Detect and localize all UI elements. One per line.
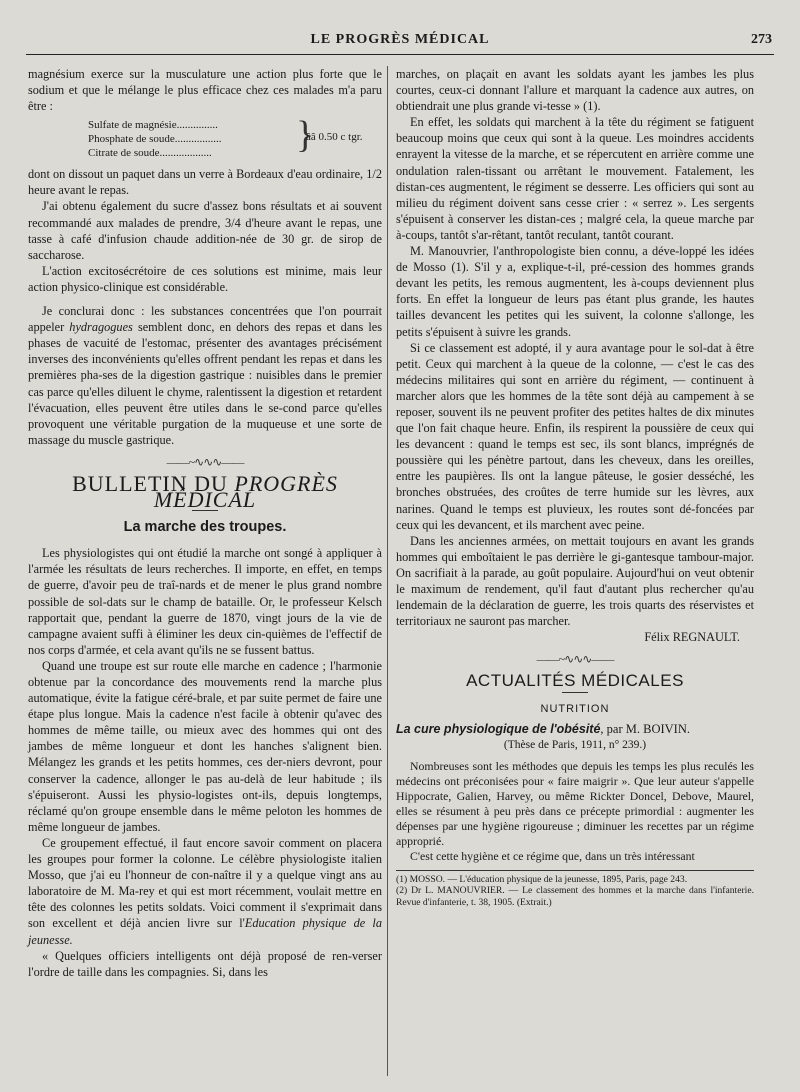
- text-span: Je conclurai donc : les substances concentrées que l'on pourrait appeler: [28, 304, 382, 335]
- paragraph: M. Manouvrier, l'anthropologiste bien connu, a déve-loppé les idées de Mosso (1). S'il y a, explique-t-il, pré-cession des hommes grands devant les petits, les remous augmentent, les à-coups deviennent plus forts. En effet la longueur de leurs pas étant plus grande, les hautes tailles devancent les petites qui les suivent, la colonne s'allonge, les petits s'épuisent à suivre les grands.: [396, 244, 754, 339]
- formula-dose: ââ 0.50 c tgr.: [306, 131, 363, 144]
- footnote: (1) MOSSO. — L'éducation physique de la jeunesse, 1895, Paris, page 243.: [396, 873, 688, 885]
- author-signature: Félix REGNAULT.: [644, 630, 740, 645]
- brace-icon: }: [296, 114, 315, 157]
- formula-line: Sulfate de magnésie...............: [88, 119, 218, 132]
- paragraph: [28, 835, 382, 948]
- paragraph: marches, on plaçait en avant les soldats ayant les jambes les plus courtes, ceux-ci donnant l'allure et marquant la cadence aux autres, on obtiendrait une plus grande vi-tesse » (1).: [396, 67, 754, 114]
- short-rule: [562, 692, 588, 693]
- formula-line: Phosphate de soude.................: [88, 133, 222, 146]
- paragraph: [28, 303, 382, 448]
- right-column: [396, 66, 754, 908]
- review-title: La cure physiologique de l'obésité: [396, 721, 601, 736]
- footnotes: [396, 870, 754, 909]
- article-title: La marche des troupes.: [123, 519, 287, 536]
- left-column: [28, 66, 382, 980]
- footnote: (2) Dr L. MANOUVRIER. — Le classement des hommes et la marche dans l'infanterie. Revue d'infanterie, t. 38, 1905. (Extrait.): [396, 885, 754, 908]
- paragraph: Les physiologistes qui ont étudié la marche ont songé à appliquer à l'armée les résultats de leurs recherches. Il importe, en effet, en temps de guerre, d'avoir peu de traî-nards et de mener le plus grand nombre possible de sol-dats sur le champ de bataille. Or, le professeur Kelsch rapportait que, pendant la guerre de 1870, vingt jours de la vie de campagne avaient suffi à éliminer les deux cin-quièmes de l'effectif de nos corps d'armée, et cela avant qu'ils ne se fussent battus.: [28, 546, 382, 657]
- paragraph: Nombreuses sont les méthodes que depuis les temps les plus reculés les médecins ont préconisées pour « faire maigrir ». Que leur auteur s'appelle Hippocrate, Galien, Harvey, ou même Rickter Doncel, Debove, Maurel, elles se résument à peu près dans ce précepte primordial : augmenter les dépenses par une hygiène rigoureuse ; diminuer les recettes par un régime approprié.: [396, 758, 754, 848]
- prescription-formula: [88, 114, 382, 160]
- paragraph: C'est cette hygiène et ce régime que, dans un très intéressant: [410, 848, 695, 863]
- italic-title: Education physique de la jeunesse.: [28, 916, 382, 947]
- column-divider: [387, 66, 388, 1076]
- page-number: 273: [751, 32, 772, 47]
- paragraph: Si ce classement est adopté, il y aura avantage pour le sol-dat à être petit. Ceux qui marchent à la queue de la colonne, — c'est le cas des médecins militaires qui sont en arrière du régiment, — continuent à marcher alors que les hommes de la tête sont déjà au campement à se reposer, souvent ils ne peuvent profiter des petites haltes de dix minutes que l'on fait chaque heure. Enfin, ils respirent la poussière de ceux qui les devancent : quand le temps est sec, ils sont blancs, imprégnés de poussière qui les pénètre partout, dans les cheveux, dans les oreilles, entre les paupières. Ils ont la langue pâteuse, le gosier desséché, les bronches obstruées, des croûtes de terre humide sur les lèvres, aux narines. Quand le temps est pluvieux, les routes sont dé-foncées par ceux qui les devancent, et ils marchent avec peine.: [396, 340, 754, 532]
- text-span: semblent donc, en dehors des repas et dans les phases de vacuité de l'estomac, présenter des avantages précisément inverses des inconvénients qu'elles offrent pendant les repas et dans les premières pha-ses de la digestion gastrique : nuisibles dans le premier cas parce qu'elles diluent le chyme, ralentissent la digestion et retardent l'évacuation, elles peuvent être utiles dans le se-cond parce qu'elles provoquent une véritable purgation de la muqueuse et une sorte de massage du muscle gastrique.: [28, 320, 382, 447]
- paragraph: dont on dissout un paquet dans un verre à Bordeaux d'eau ordinaire, 1/2 heure avant le repas.: [28, 167, 382, 198]
- bulletin-heading: [28, 470, 382, 513]
- page-header: [26, 30, 774, 55]
- italic-term: hydragogues: [69, 320, 133, 335]
- paragraph: L'action excitosécrétoire de ces solutions est minime, mais leur action physico-clinique est considérable.: [28, 263, 382, 294]
- bulletin-heading-italic: PROGRÈS MÉDICAL: [153, 470, 338, 513]
- subsection-label: NUTRITION: [540, 702, 610, 715]
- text-span: Ce groupement effectué, il faut encore savoir comment on placera les groupes pour former la colonne. Le célèbre physiologiste italien Mosso, que j'ai eu l'honneur de con-naître il y a quelque vingt ans au laboratoire de M. Ma-rey et qui est mort récemment, voulait mettre en tête des colonnes les petits soldats. Voici comment il s'exprimait dans son excellent et déjà ancien livre sur l': [28, 835, 382, 931]
- paragraph: En effet, les soldats qui marchent à la tête du régiment se fatiguent beaucoup moins que ceux qui sont à la queue. Les moindres accidents enrayent la vitesse de la marche, et se répercutent en arrière comme une ondulation ralen-tissant ou arrêtant le mouvement. Fatalement, les distan-ces augmentent, le régiment se desserre. Les officiers qui sont au milieu du régiment doivent sans cesse crier : « serrez ». Les sergents s'épuisent à conserver les distan-ces ; malgré cela, la queue marche par à-coups, tantôt s'ar-rêtant, tantôt reculant, tantôt courant.: [396, 115, 754, 242]
- review-title-line: [396, 721, 754, 737]
- thesis-reference: (Thèse de Paris, 1911, n° 239.): [503, 738, 647, 751]
- paragraph: Dans les anciennes armées, on mettait toujours en avant les grands hommes qui emboîtaient le pas derrière le gi-gantesque tambour-major. On sacrifiait à la parade, au goût populaire. Aujourd'hui on veut obtenir le maximum de rendement, qu'il faut d'autant plus rechercher qu'au lendemain de la déclaration de guerre, les trois quarts des réservistes et territoriaux ne sauront pas marcher.: [396, 533, 754, 629]
- paragraph: « Quelques officiers intelligents ont déjà proposé de ren-verser l'ordre de taille dans les compagnies. Si, dans les: [28, 948, 382, 979]
- paragraph: J'ai obtenu également du sucre d'assez bons résultats et ai souvent recommandé aux malades de prendre, 3/4 d'heure avant le repas, une tasse à café d'infusion chaude addition-née de 30 gr. de sirop de saccharose.: [28, 199, 382, 262]
- bulletin-heading-part: BULLETIN DU: [72, 470, 235, 496]
- review-author: , par M. BOIVIN.: [600, 721, 690, 736]
- running-head: LE PROGRÈS MÉDICAL: [310, 32, 490, 47]
- paragraph: Quand une troupe est sur route elle marche en cadence ; l'harmonie obtenue par la concordance des mouvements rend la marche plus automatique, évite la fatigue céré-brale, et par suite permet de faire une étape plus longue. Mais la cadence n'est facile à obtenir qu'avec des hommes de même taille, ou mieux avec des hommes qui ont des jambes de même longueur et dont les hanches s'alignent bien. Mélangez les grands et les petits hommes, ces der-niers devront, pour conserver la cadence, allonger le pas au-delà de leur habitude ; ils s'épuiseront. Aussi les physio-logistes ont-ils, depuis longtemps, réclamé qu'on groupe ensemble dans le même peloton les hommes de même longueur de jambes.: [28, 658, 382, 834]
- paragraph: magnésium exerce sur la musculature une action plus forte que le sodium et que le mélange le plus efficace chez ces malades m'a paru être :: [28, 67, 382, 114]
- formula-line: Citrate de soude...................: [88, 147, 212, 160]
- ornament-divider: ——~∿∿∿——: [536, 652, 614, 667]
- section-heading: ACTUALITÉS MÉDICALES: [466, 671, 684, 691]
- ornament-divider: ——~∿∿∿——: [166, 454, 244, 469]
